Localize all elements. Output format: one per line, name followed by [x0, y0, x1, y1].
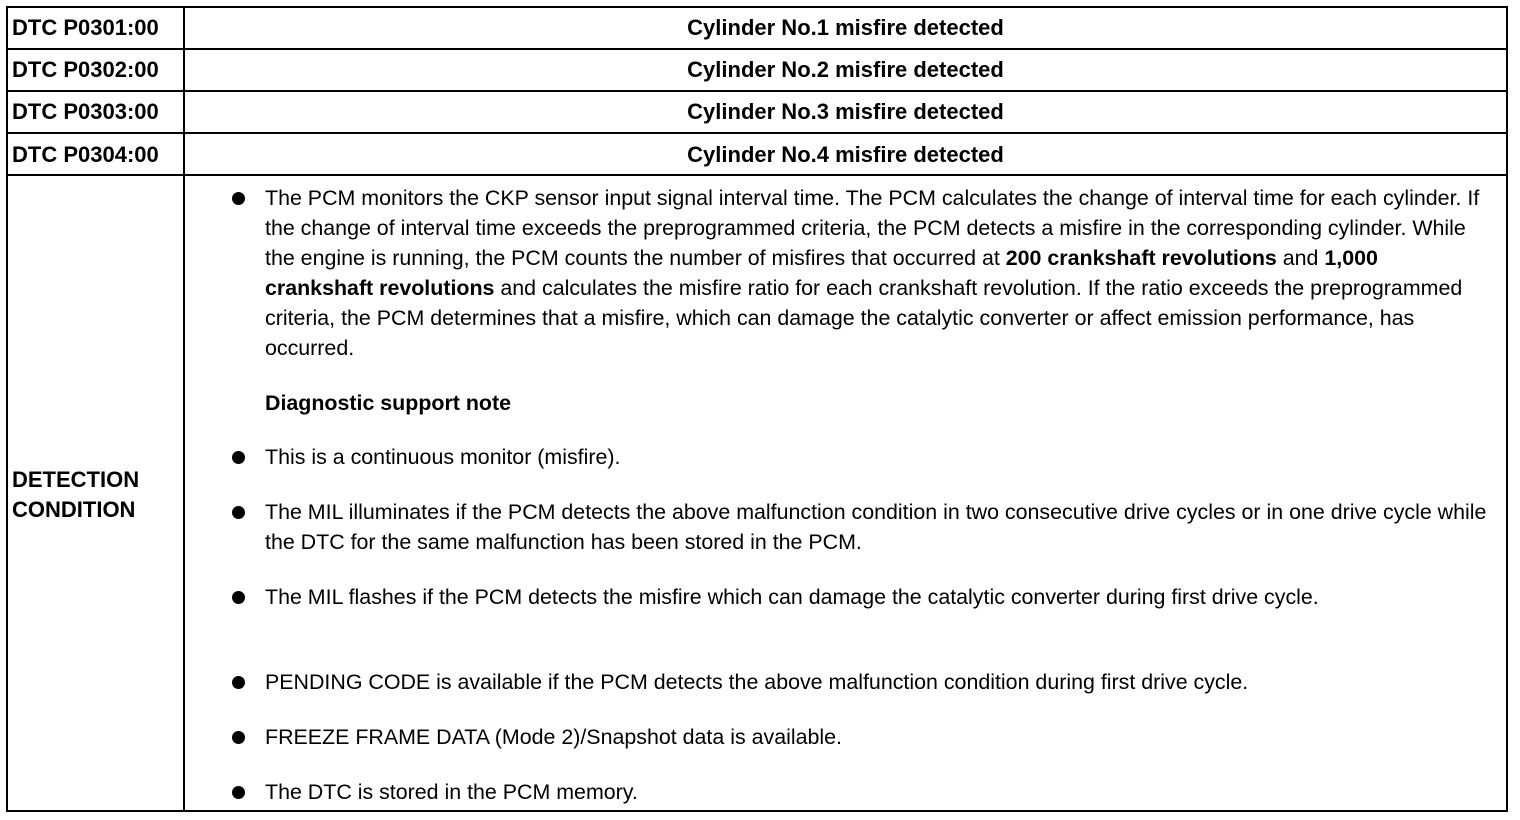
bullet-icon	[232, 591, 245, 604]
main-description	[265, 183, 1490, 363]
label-line: DETECTION	[12, 467, 140, 492]
bullet-icon	[232, 676, 245, 689]
diagnostic-note-heading: Diagnostic support note	[265, 391, 511, 415]
dtc-title: Cylinder No.4 misfire detected	[687, 142, 1004, 167]
note-item: The MIL illuminates if the PCM detects the above malfunction condition in two consecutive drive cycles or in one drive cycle while the DTC for the same malfunction has been stored in the PCM.	[265, 500, 1487, 554]
label-line: CONDITION	[12, 497, 136, 522]
bold-term: 200 crankshaft revolutions	[1005, 246, 1277, 270]
text-segment: and calculates the misfire ratio for each crankshaft revolution. If the ratio exceeds the preprogrammed criteria, the PCM determines that a misfire, which can damage the catalytic converter or affect emission performance, has occurred.	[265, 276, 1463, 360]
bullet-icon	[232, 786, 245, 799]
note-item: This is a continuous monitor (misfire).	[265, 445, 621, 469]
bold-term: 1,000 crankshaft revolutions	[265, 246, 1378, 300]
bullet-icon	[232, 506, 245, 519]
row-divider	[6, 132, 1508, 134]
detection-condition-label	[12, 465, 139, 525]
note-item: The DTC is stored in the PCM memory.	[265, 780, 638, 804]
dtc-title: Cylinder No.3 misfire detected	[687, 99, 1004, 124]
row-divider	[6, 174, 1508, 176]
dtc-code: DTC P0301:00	[12, 15, 159, 40]
dtc-code: DTC P0304:00	[12, 142, 159, 167]
bullet-icon	[232, 451, 245, 464]
note-item: FREEZE FRAME DATA (Mode 2)/Snapshot data is available.	[265, 725, 842, 749]
dtc-code: DTC P0302:00	[12, 57, 159, 82]
text-segment: The PCM monitors the CKP sensor input signal interval time. The PCM calculates the change of interval time for each cylinder. If the change of interval time exceeds the preprogrammed criteria, the PCM detects a misfire in the corresponding cylinder. While the engine is running, the PCM counts the number of misfires that occurred at	[265, 186, 1480, 270]
note-item: PENDING CODE is available if the PCM detects the above malfunction condition during first drive cycle.	[265, 670, 1249, 694]
row-divider	[6, 48, 1508, 50]
text-segment: and	[1276, 246, 1325, 270]
bullet-icon	[232, 731, 245, 744]
dtc-title: Cylinder No.1 misfire detected	[687, 15, 1004, 40]
dtc-title: Cylinder No.2 misfire detected	[687, 57, 1004, 82]
bullet-icon	[232, 192, 245, 205]
note-item: The MIL flashes if the PCM detects the misfire which can damage the catalytic converter during first drive cycle.	[265, 585, 1319, 609]
dtc-code: DTC P0303:00	[12, 99, 159, 124]
row-divider	[6, 90, 1508, 92]
